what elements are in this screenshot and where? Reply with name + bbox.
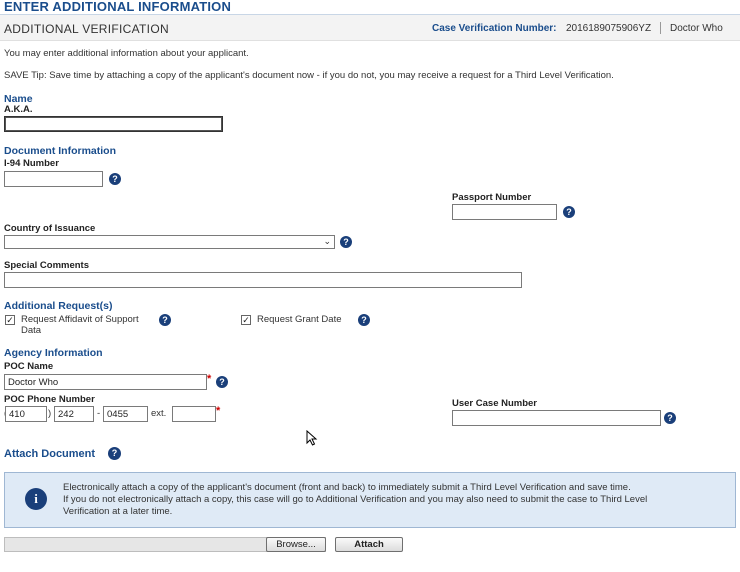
question-circle-icon[interactable]: ? xyxy=(664,412,676,424)
intro-text: You may enter additional information about your applicant. xyxy=(4,48,249,59)
attach-info-line2: If you do not electronically attach a copy, this case will go to Additional Verification and you may also need to submit the case to Third Level xyxy=(63,494,648,505)
info-circle-icon: i xyxy=(25,488,47,510)
attach-info-line1: Electronically attach a copy of the applicant's document (front and back) to immediately submit a Third Level Verification and save time. xyxy=(63,482,631,493)
aka-label: A.K.A. xyxy=(4,104,33,115)
attach-button[interactable]: Attach xyxy=(335,537,403,552)
ext-label: ext. xyxy=(151,408,167,419)
required-marker: * xyxy=(207,373,212,385)
i94-label: I-94 Number xyxy=(4,158,59,169)
user-case-number-label: User Case Number xyxy=(452,398,538,409)
requests-section-title: Additional Request(s) xyxy=(4,300,113,312)
mouse-pointer-icon xyxy=(306,430,318,446)
checkmark-icon: ✓ xyxy=(6,315,14,325)
attach-info-line3: Verification at a later time. xyxy=(63,506,173,517)
poc-phone-label: POC Phone Number xyxy=(4,394,95,405)
question-circle-icon[interactable]: ? xyxy=(563,206,575,218)
phone-line-input[interactable] xyxy=(103,406,148,422)
user-name: Doctor Who xyxy=(670,23,723,34)
passport-input[interactable] xyxy=(452,204,557,220)
agency-section-title: Agency Information xyxy=(4,347,103,359)
affidavit-label: Request Affidavit of Support xyxy=(21,314,139,325)
i94-input[interactable] xyxy=(4,171,103,187)
aka-input[interactable] xyxy=(4,116,223,132)
phone-close-paren: ) xyxy=(48,408,52,419)
attach-section-title: Attach Document xyxy=(4,448,96,460)
poc-name-input[interactable] xyxy=(4,374,207,390)
header-divider xyxy=(660,22,661,34)
attach-info-box xyxy=(4,472,736,528)
special-comments-input[interactable] xyxy=(4,272,522,288)
question-circle-icon[interactable]: ? xyxy=(358,314,370,326)
affidavit-label-line2: Data xyxy=(21,325,42,336)
passport-label: Passport Number xyxy=(452,192,532,203)
phone-dash: - xyxy=(97,408,101,419)
document-section-title: Document Information xyxy=(4,145,116,157)
required-marker: * xyxy=(216,405,221,417)
special-comments-label: Special Comments xyxy=(4,260,89,271)
grant-date-checkbox[interactable] xyxy=(241,315,251,325)
name-section-title: Name xyxy=(4,93,33,105)
question-circle-icon[interactable]: ? xyxy=(109,173,121,185)
subheader-title: ADDITIONAL VERIFICATION xyxy=(4,22,169,36)
country-select[interactable] xyxy=(4,235,335,249)
phone-ext-input[interactable] xyxy=(172,406,216,422)
question-circle-icon[interactable]: ? xyxy=(340,236,352,248)
question-circle-icon[interactable]: ? xyxy=(159,314,171,326)
case-verification-label: Case Verification Number: xyxy=(432,23,557,34)
phone-area-code-input[interactable] xyxy=(5,406,47,422)
question-circle-icon[interactable]: ? xyxy=(216,376,228,388)
phone-prefix-input[interactable] xyxy=(54,406,94,422)
subheader-bar xyxy=(0,15,740,41)
chevron-down-icon: ⌄ xyxy=(323,236,331,246)
case-verification-number: 2016189075906YZ xyxy=(566,23,652,34)
checkmark-icon: ✓ xyxy=(242,315,250,325)
page-heading: ENTER ADDITIONAL INFORMATION xyxy=(0,0,740,15)
user-case-number-input[interactable] xyxy=(452,410,661,426)
browse-button[interactable]: Browse... xyxy=(266,537,326,552)
country-label: Country of Issuance xyxy=(4,223,96,234)
poc-name-label: POC Name xyxy=(4,361,54,372)
save-tip-text: SAVE Tip: Save time by attaching a copy of the applicant's document now - if you do not, you may receive a request for a Third Level Verification. xyxy=(4,70,614,81)
affidavit-checkbox[interactable] xyxy=(5,315,15,325)
question-circle-icon[interactable]: ? xyxy=(108,447,121,460)
grant-date-label: Request Grant Date xyxy=(257,314,342,325)
